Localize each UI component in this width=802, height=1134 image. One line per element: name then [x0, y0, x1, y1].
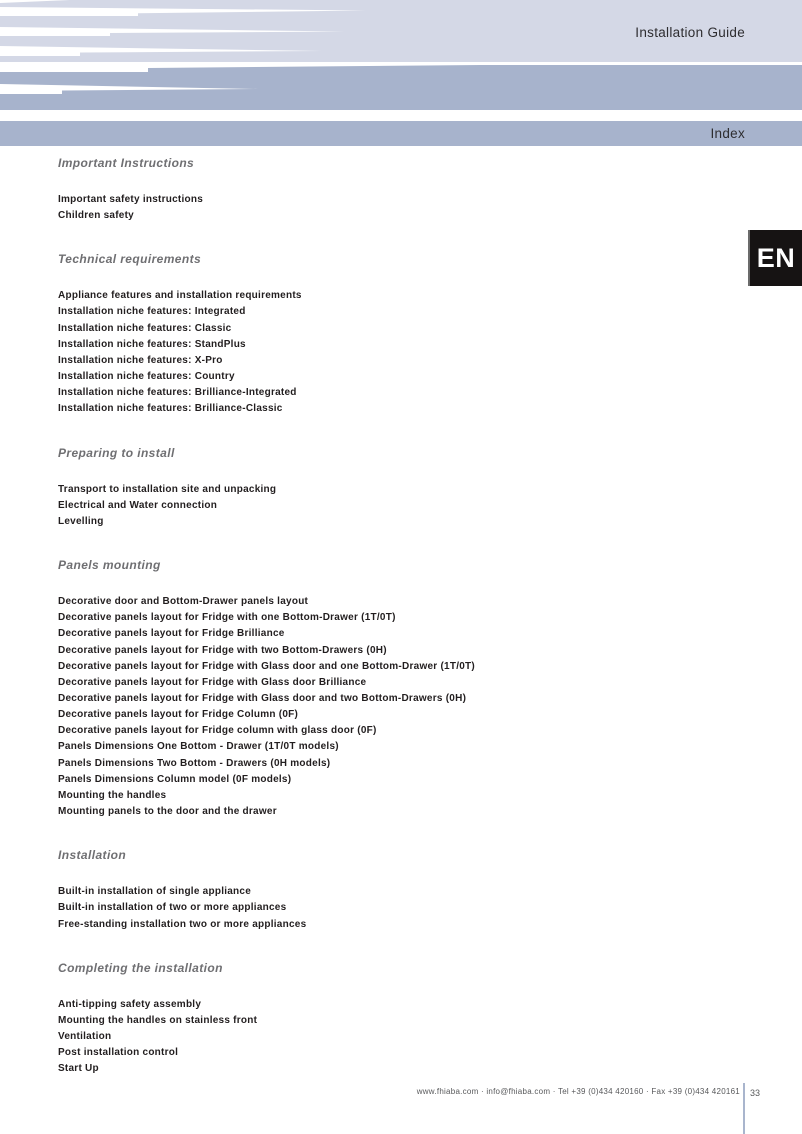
toc-item: Mounting panels to the door and the drawer: [58, 806, 277, 818]
index-band-label: Index: [710, 126, 745, 141]
section-heading: Technical requirements: [58, 252, 202, 267]
toc-section: [58, 252, 738, 417]
toc-item: Electrical and Water connection: [58, 499, 218, 511]
toc-item: Free-standing installation two or more appliances: [58, 918, 307, 930]
toc-item: Panels Dimensions One Bottom - Drawer (1T/0T models): [58, 741, 339, 753]
toc-item: Start Up: [58, 1063, 99, 1075]
toc-item: Decorative door and Bottom-Drawer panels layout: [58, 596, 309, 608]
toc-section: [58, 848, 738, 932]
toc-item: Decorative panels layout for Fridge with Glass door and one Bottom-Drawer (1T/0T): [58, 660, 475, 672]
section-heading: Preparing to install: [58, 445, 175, 460]
toc-item: Installation niche features: Brilliance-Classic: [58, 403, 283, 415]
toc-item: Decorative panels layout for Fridge column with glass door (0F): [58, 725, 377, 737]
toc-item: Built-in installation of single appliance: [58, 886, 252, 898]
toc-item: Mounting the handles on stainless front: [58, 1014, 258, 1026]
toc-item: Decorative panels layout for Fridge Column (0F): [58, 709, 299, 721]
page-number: 33: [750, 1088, 761, 1098]
toc-item: Post installation control: [58, 1047, 179, 1059]
section-heading: Important Instructions: [58, 156, 195, 170]
toc-item: Appliance features and installation requirements: [58, 290, 302, 302]
footer-contact: www.fhiaba.com · info@fhiaba.com · Tel +39 (0)434 420160 · Fax +39 (0)434 420161: [416, 1087, 740, 1096]
toc-item: Decorative panels layout for Fridge with Glass door and two Bottom-Drawers (0H): [58, 692, 467, 704]
toc-item: Decorative panels layout for Fridge with one Bottom-Drawer (1T/0T): [58, 612, 396, 624]
document-title: Installation Guide: [635, 25, 745, 40]
toc-item: Installation niche features: Integrated: [58, 306, 246, 318]
toc-section: [58, 446, 738, 530]
section-heading: Panels mounting: [58, 558, 161, 573]
toc-item: Installation niche features: Brilliance-Integrated: [58, 387, 297, 399]
footer-divider: [743, 1083, 745, 1134]
section-item-list: [58, 884, 738, 932]
toc-item: Built-in installation of two or more appliances: [58, 902, 287, 914]
toc-item: Decorative panels layout for Fridge with Glass door Brilliance: [58, 676, 367, 688]
section-heading: Completing the installation: [58, 960, 223, 975]
section-item-list: [58, 288, 738, 417]
toc-item: Installation niche features: Country: [58, 371, 235, 383]
toc-item: Transport to installation site and unpacking: [58, 483, 277, 495]
decorative-stripes: [0, 0, 802, 110]
toc-item: Installation niche features: StandPlus: [58, 338, 246, 350]
toc-item: Installation niche features: Classic: [58, 322, 232, 334]
toc-item: Anti-tipping safety assembly: [58, 998, 202, 1010]
index-band: [0, 121, 802, 146]
toc-item: Installation niche features: X-Pro: [58, 354, 223, 366]
toc-item: Mounting the handles: [58, 789, 167, 801]
section-heading: Installation: [58, 848, 127, 863]
section-item-list: [58, 192, 738, 224]
toc-item: Decorative panels layout for Fridge Brilliance: [58, 628, 285, 640]
toc-item: Panels Dimensions Column model (0F models): [58, 773, 292, 785]
toc-section: [58, 961, 738, 1078]
toc-item: Important safety instructions: [58, 194, 204, 205]
toc-item: Ventilation: [58, 1031, 112, 1042]
toc-section: [58, 558, 738, 820]
page-header: [0, 0, 802, 146]
section-item-list: [58, 997, 738, 1078]
section-item-list: [58, 594, 738, 820]
toc-item: Panels Dimensions Two Bottom - Drawers (0H models): [58, 757, 331, 769]
table-of-contents: [58, 156, 738, 1077]
toc-section: [58, 156, 738, 224]
language-badge: EN: [748, 230, 802, 286]
toc-item: Levelling: [58, 515, 104, 527]
section-item-list: [58, 482, 738, 530]
toc-item: Decorative panels layout for Fridge with two Bottom-Drawers (0H): [58, 644, 387, 656]
toc-item: Children safety: [58, 210, 134, 222]
